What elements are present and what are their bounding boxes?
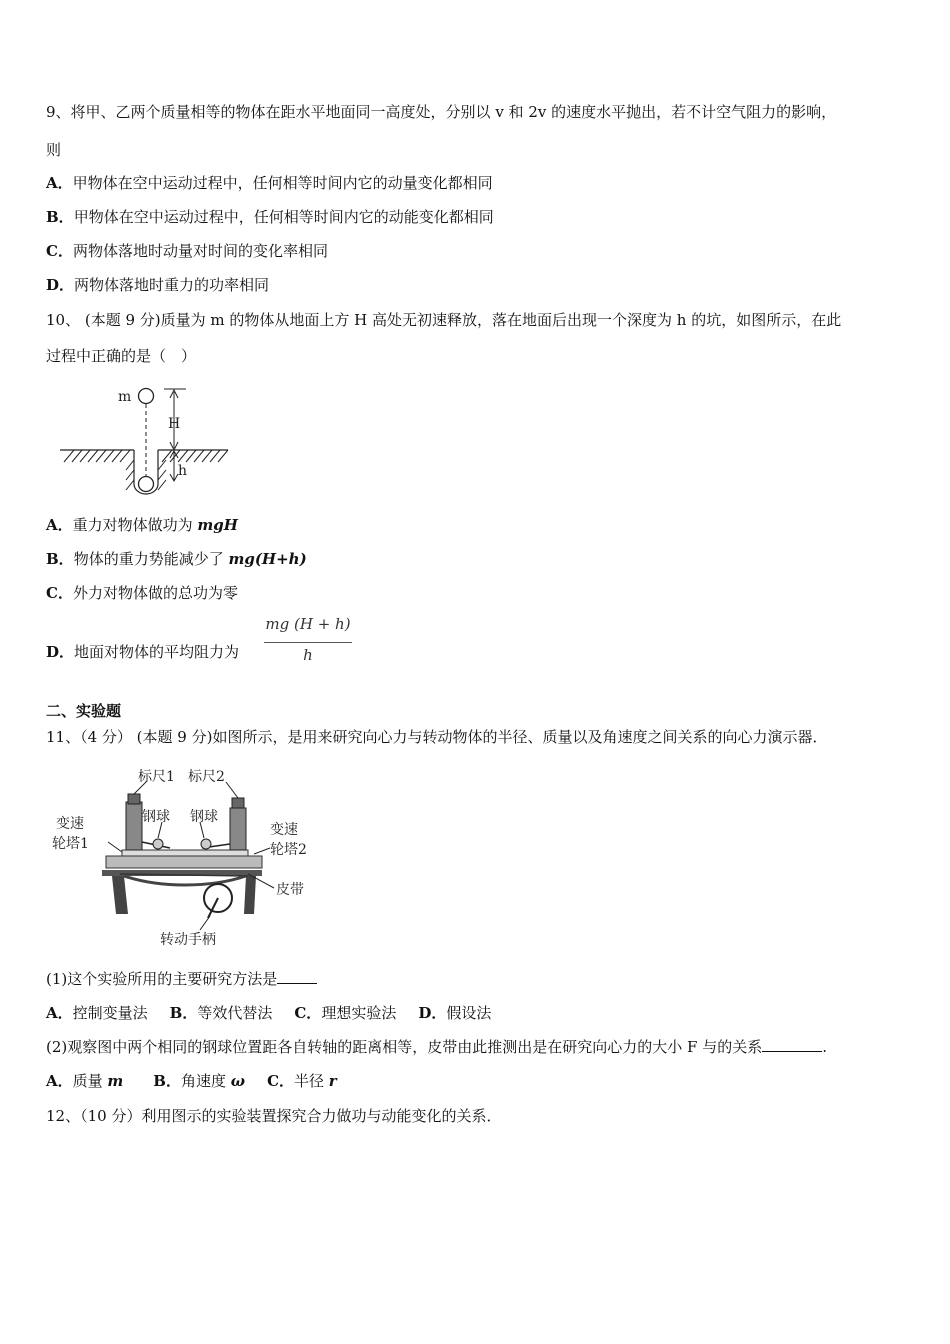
ruler1-column bbox=[126, 802, 142, 850]
option-text: 假设法 bbox=[446, 1004, 492, 1022]
part2-text: (2)观察图中两个相同的钢球位置距各自转轴的距离相等，皮带由此推测出是在研究向心力的大小 F 与的关系 bbox=[46, 1038, 763, 1056]
q9-stem-line2: 则 bbox=[46, 141, 62, 159]
steel-ball-left bbox=[153, 839, 163, 849]
label-H: H bbox=[168, 416, 181, 432]
q10-stem-line2: 过程中正确的是（ ） bbox=[46, 347, 197, 365]
option-text: 两物体落地时重力的功率相同 bbox=[74, 276, 270, 294]
section-title: 二、实验题 bbox=[46, 702, 122, 720]
fraction-bar bbox=[264, 642, 352, 643]
option-label: B． bbox=[169, 1004, 198, 1022]
fraction-numerator: mg (H + h) bbox=[265, 615, 351, 633]
label-belt: 皮带 bbox=[276, 882, 304, 898]
label-ruler1: 标尺1 bbox=[138, 769, 175, 785]
fraction-denominator: h bbox=[303, 646, 313, 664]
q10-falling-object-figure bbox=[56, 380, 236, 498]
option-text: 地面对物体的平均阻力为 bbox=[74, 643, 240, 661]
option-math: r bbox=[328, 1072, 337, 1090]
label-m: m bbox=[118, 389, 132, 405]
label-tower1-line1: 变速 bbox=[56, 816, 84, 832]
option-text: 质量 bbox=[72, 1072, 108, 1090]
q10-option-c bbox=[46, 583, 238, 603]
q11-part1 bbox=[46, 969, 317, 989]
option-text: 甲物体在空中运动过程中，任何相等时间内它的动量变化都相同 bbox=[72, 174, 493, 192]
label-handle: 转动手柄 bbox=[160, 932, 216, 948]
option-label: C． bbox=[46, 242, 73, 260]
option-label: A． bbox=[46, 516, 73, 534]
option-text: 甲物体在空中运动过程中，任何相等时间内它的动能变化都相同 bbox=[73, 208, 494, 226]
option-math: mg(H+h) bbox=[228, 550, 307, 568]
option-text: 物体的重力势能减少了 bbox=[73, 550, 229, 568]
ball-top bbox=[139, 389, 154, 404]
slide-rail bbox=[122, 850, 248, 856]
option-label: A． bbox=[46, 1004, 73, 1022]
table-leg-right bbox=[244, 876, 256, 914]
option-math: mgH bbox=[197, 516, 238, 534]
option-text: 等效代替法 bbox=[197, 1004, 273, 1022]
ruler2-column bbox=[230, 808, 246, 850]
option-label: C． bbox=[267, 1072, 295, 1090]
q11-centripetal-apparatus-figure bbox=[50, 762, 330, 950]
table-skirt bbox=[124, 876, 246, 885]
label-tower1-line2: 轮塔1 bbox=[52, 836, 89, 852]
option-label: B． bbox=[153, 1072, 181, 1090]
rotating-platform bbox=[106, 856, 262, 868]
label-ball-right: 钢球 bbox=[190, 809, 218, 825]
handle-leader bbox=[200, 916, 210, 930]
label-h: h bbox=[178, 463, 188, 479]
q11-part1-options bbox=[46, 1003, 491, 1023]
q11-part2-options bbox=[46, 1071, 337, 1091]
q11-part2 bbox=[46, 1037, 827, 1057]
label-tower2-line2: 轮塔2 bbox=[270, 842, 307, 858]
q12-stem: 12、（10 分）利用图示的实验装置探究合力做功与动能变化的关系． bbox=[46, 1107, 502, 1125]
ball-bottom bbox=[139, 477, 154, 492]
ruler2-leader bbox=[226, 782, 238, 798]
option-label: C． bbox=[46, 584, 73, 602]
option-label: B． bbox=[46, 208, 74, 226]
part2-answer-blank[interactable] bbox=[762, 1037, 822, 1052]
tower2-leader bbox=[254, 848, 270, 854]
option-text: 外力对物体做的总功为零 bbox=[72, 584, 238, 602]
table-leg-left bbox=[112, 876, 128, 914]
part2-end: . bbox=[822, 1038, 827, 1056]
option-label: A． bbox=[46, 1072, 73, 1090]
part1-text: (1)这个实验所用的主要研究方法是 bbox=[46, 970, 278, 988]
option-label: B． bbox=[46, 550, 74, 568]
label-ball-left: 钢球 bbox=[142, 809, 170, 825]
q9-option-d bbox=[46, 275, 269, 295]
q10-option-a bbox=[46, 515, 238, 535]
ruler2-cap bbox=[232, 798, 244, 808]
part1-answer-blank[interactable] bbox=[277, 969, 317, 984]
q9-option-c bbox=[46, 241, 328, 261]
option-text: 角速度 bbox=[180, 1072, 231, 1090]
q9-option-a bbox=[46, 173, 493, 193]
q10-option-d-fraction bbox=[262, 615, 354, 667]
option-label: D． bbox=[418, 1004, 447, 1022]
q9-option-b bbox=[46, 207, 494, 227]
option-text: 理想实验法 bbox=[321, 1004, 397, 1022]
option-text: 两物体落地时动量对时间的变化率相同 bbox=[72, 242, 328, 260]
label-tower2-line1: 变速 bbox=[270, 822, 298, 838]
option-text: 重力对物体做功为 bbox=[72, 516, 198, 534]
option-label: D． bbox=[46, 643, 75, 661]
option-label: C． bbox=[294, 1004, 322, 1022]
q10-option-d bbox=[46, 642, 239, 662]
label-ruler2: 标尺2 bbox=[188, 769, 225, 785]
steel-ball-right bbox=[201, 839, 211, 849]
q10-stem-line1: 10、 (本题 9 分)质量为 m 的物体从地面上方 H 高处无初速释放，落在地面后出现一个深度为 h 的坑，如图所示，在此 bbox=[46, 311, 842, 329]
q10-option-b bbox=[46, 549, 307, 569]
q9-stem-line1: 9、将甲、乙两个质量相等的物体在距水平地面同一高度处，分别以 v 和 2v 的速度水平抛出，若不计空气阻力的影响， bbox=[46, 103, 837, 121]
option-text: 控制变量法 bbox=[72, 1004, 148, 1022]
option-math: ω bbox=[230, 1072, 246, 1090]
ruler1-cap bbox=[128, 794, 140, 804]
option-label: A． bbox=[46, 174, 73, 192]
option-label: D． bbox=[46, 276, 75, 294]
tower1-leader bbox=[108, 842, 122, 852]
option-math: m bbox=[107, 1072, 124, 1090]
option-text: 半径 bbox=[294, 1072, 329, 1090]
q11-stem: 11、（4 分） (本题 9 分)如图所示，是用来研究向心力与转动物体的半径、质量以及角速度之间关系的向心力演示器． bbox=[46, 728, 828, 746]
